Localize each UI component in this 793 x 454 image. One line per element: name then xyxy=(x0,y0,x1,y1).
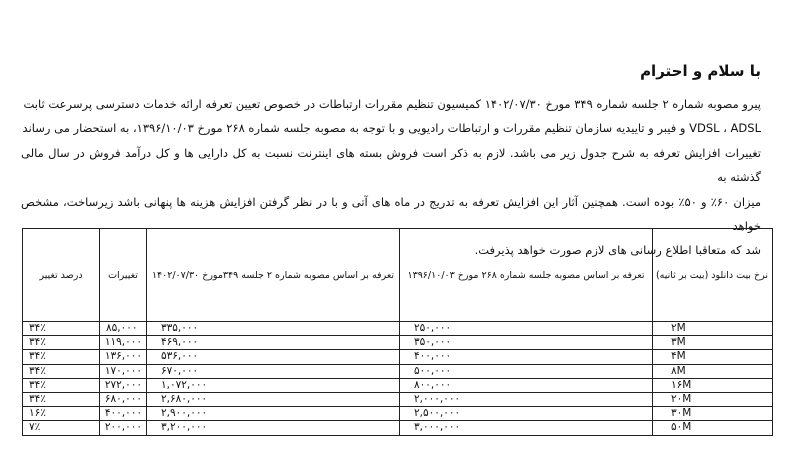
cell-new-tariff: ۵۳۶,۰۰۰ xyxy=(147,350,400,364)
body-line: پیرو مصوبه شماره ۲ جلسه شماره ۳۴۹ مورخ ۱۴۰۲/۰۷/۳۰ کمیسیون تنظیم مقررات ارتباطات در خصوص تعیین تعرفه ارائه خدمات دسترسی پرسرعت ثابت xyxy=(23,97,761,111)
greeting: با سلام و احترام xyxy=(640,62,761,80)
cell-percent: ۷٪ xyxy=(23,421,100,435)
cell-new-tariff: ۶۷۰,۰۰۰ xyxy=(147,364,400,378)
cell-new-tariff: ۱,۰۷۲,۰۰۰ xyxy=(147,378,400,392)
cell-old-tariff: ۵۰۰,۰۰۰ xyxy=(400,364,653,378)
table-row xyxy=(23,392,773,406)
cell-percent: ۳۴٪ xyxy=(23,336,100,350)
cell-new-tariff: ۳,۲۰۰,۰۰۰ xyxy=(147,421,400,435)
cell-speed: ۳۰M xyxy=(653,407,773,421)
tariff-table xyxy=(22,228,773,436)
cell-old-tariff: ۲,۰۰۰,۰۰۰ xyxy=(400,392,653,406)
cell-old-tariff: ۸۰۰,۰۰۰ xyxy=(400,378,653,392)
cell-change: ۴۰۰,۰۰۰ xyxy=(100,407,147,421)
cell-old-tariff: ۴۰۰,۰۰۰ xyxy=(400,350,653,364)
cell-change: ۲۷۲,۰۰۰ xyxy=(100,378,147,392)
cell-old-tariff: ۲,۵۰۰,۰۰۰ xyxy=(400,407,653,421)
cell-new-tariff: ۴۶۹,۰۰۰ xyxy=(147,336,400,350)
body-line: تغییرات افزایش تعرفه به شرح جدول زیر می باشد. لازم به ذکر است فروش بسته های اینترنت نسبت به کل دارایی ها و کل درآمد فروش در سال مالی گذشته به xyxy=(21,145,761,185)
cell-change: ۱۳۶,۰۰۰ xyxy=(100,350,147,364)
body-line: VDSL ، ADSL و فیبر و تاییدیه سازمان تنظیم مقررات و ارتباطات رادیویی و با توجه به مصوبه جلسه شماره ۲۶۸ مورخ ۱۳۹۶/۱۰/۰۳، به استحضار می رساند xyxy=(22,121,761,136)
cell-percent: ۳۴٪ xyxy=(23,364,100,378)
table-row xyxy=(23,378,773,392)
header-percent: درصد تغییر xyxy=(23,229,100,322)
header-change: تغییرات xyxy=(100,229,147,322)
cell-percent: ۱۶٪ xyxy=(23,407,100,421)
cell-old-tariff: ۳,۰۰۰,۰۰۰ xyxy=(400,421,653,435)
body-line: میزان ۶۰٪ و ۵۰٪ بوده است. همچنین آثار این افزایش تعرفه به تدریج در ماه های آتی و با در نظر گرفتن افزایش هزینه ها پنهانی باشد زیرساخت، مشخص خواهد xyxy=(21,194,761,234)
cell-speed: ۸M xyxy=(653,364,773,378)
cell-new-tariff: ۳۳۵,۰۰۰ xyxy=(147,322,400,336)
table-row xyxy=(23,322,773,336)
cell-percent: ۳۴٪ xyxy=(23,322,100,336)
cell-new-tariff: ۲,۹۰۰,۰۰۰ xyxy=(147,407,400,421)
body-line: شد که متعاقبا اطلاع رسانی های لازم صورت خواهد پذیرفت. xyxy=(474,243,761,258)
table-row xyxy=(23,364,773,378)
table-row xyxy=(23,336,773,350)
cell-speed: ۱۶M xyxy=(653,378,773,392)
cell-speed: ۲M xyxy=(653,322,773,336)
cell-new-tariff: ۲,۶۸۰,۰۰۰ xyxy=(147,392,400,406)
table-row xyxy=(23,350,773,364)
cell-percent: ۳۴٪ xyxy=(23,392,100,406)
table-row xyxy=(23,421,773,435)
cell-change: ۱۱۹,۰۰۰ xyxy=(100,336,147,350)
table-row xyxy=(23,407,773,421)
cell-percent: ۳۴٪ xyxy=(23,378,100,392)
table-header-row xyxy=(23,229,773,322)
cell-old-tariff: ۳۵۰,۰۰۰ xyxy=(400,336,653,350)
cell-change: ۶۸۰,۰۰۰ xyxy=(100,392,147,406)
cell-change: ۱۷۰,۰۰۰ xyxy=(100,364,147,378)
cell-speed: ۴M xyxy=(653,350,773,364)
cell-change: ۸۵,۰۰۰ xyxy=(100,322,147,336)
cell-speed: ۲۰M xyxy=(653,392,773,406)
cell-old-tariff: ۲۵۰,۰۰۰ xyxy=(400,322,653,336)
header-new-tariff: تعرفه بر اساس مصوبه شماره ۲ جلسه ۳۴۹مورخ ۱۴۰۲/۰۷/۳۰ xyxy=(147,229,400,322)
cell-speed: ۳M xyxy=(653,336,773,350)
cell-change: ۲۰۰,۰۰۰ xyxy=(100,421,147,435)
cell-percent: ۳۴٪ xyxy=(23,350,100,364)
header-speed: نرخ بیت دانلود (بیت بر ثانیه) xyxy=(653,229,773,322)
cell-speed: ۵۰M xyxy=(653,421,773,435)
header-old-tariff: تعرفه بر اساس مصوبه جلسه شماره ۲۶۸ مورخ ۱۳۹۶/۱۰/۰۳ xyxy=(400,229,653,322)
